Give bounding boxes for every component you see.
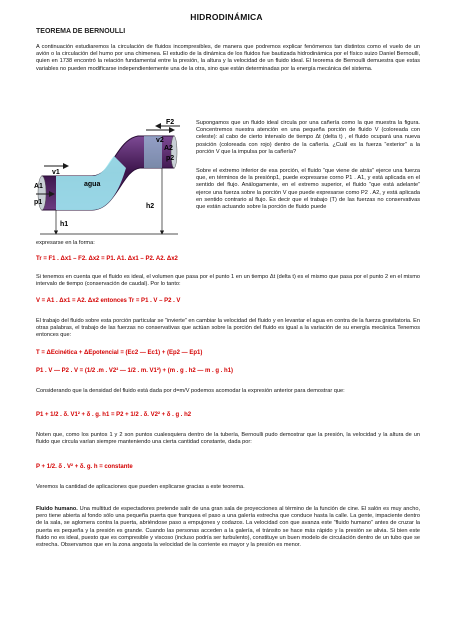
equation-work-energy: P1 . V — P2 . V = (1/2 .m . V2² — 1/2 . m. V1²) + (m . g . h2 — m . g . h1)	[36, 368, 234, 374]
human-fluid-text: Una multitud de espectadores pretende salir de una gran sala de proyecciones al término de la función de cine. El salón es muy ancho, pero tiene abierta al fondo sólo una pequeña puerta que franquea el paso a una galería estrecha que conduce hasta la calle. La gente, impaciente dentro de la sala, se aglomera contra la puerta, abriéndose paso a empujones y codazos. La velocidad con que avanza este “fluido humano” antes de cruzar la puerta es pequeña y la presión es grande. Cuando las personas acceden a la galería, el tránsito se hace más rápido y la presión se alivia. Si bien este fluido no es ideal, puesto que es compresible y viscoso (incluso podría ser turbulento), constituye un buen modelo de circulación dentro de un tubo que se estrecha. Observamos que en la zona angosta la velocidad de la corriente es mayor y la presión es menor.	[36, 506, 420, 549]
equation-bernoulli-constant: P + 1/2. δ . V² + δ. g. h = constante	[36, 464, 133, 470]
section-title: TEOREMA DE BERNOULLI	[36, 28, 126, 35]
equation-volume: V = A1 . Δx1 = A2. Δx2 entonces Tr = P1 . V – P2 . V	[36, 298, 181, 304]
human-fluid-title: Fluido humano.	[36, 506, 78, 512]
label-agua: agua	[84, 181, 101, 188]
label-v1: v1	[52, 169, 60, 176]
equation-bernoulli-points: P1 + 1/2 . δ. V1² + δ . g. h1 = P2 + 1/2 . δ. V2² + δ . g . h2	[36, 412, 192, 418]
label-h1: h1	[60, 221, 69, 228]
label-v2: v2	[156, 137, 164, 144]
label-h2: h2	[146, 203, 155, 210]
right-paragraph-1: Supongamos que un fluido ideal circula por una cañería como la que muestra la figura. Concentremos nuestra atención en una pequeña porción de fluido V (coloreada con celeste): al cabo de cierto intervalo de tiempo Δt (delta t) , el fluido ocupará una nueva posición (coloreada con rojo) dentro de la cañería. ¿Cuál es la fuerza “exterior” a la porción V que la impulsa por la cañería?	[196, 120, 420, 155]
label-a2: A2	[164, 145, 173, 152]
paragraph-density: Considerando que la densidad del fluido está dada por d=m/V podemos acomodar la expresión anterior para demostrar que:	[36, 388, 345, 394]
label-a1: A1	[34, 183, 43, 190]
page-title: HIDRODINÁMICA	[190, 12, 263, 22]
right-cross-section	[171, 136, 177, 168]
label-p1: p1	[34, 199, 43, 206]
right-paragraph-2: Sobre el extremo inferior de esa porción, el fluido “que viene de atrás” ejerce una fuerza que, en términos de la presiónp1, puede expresarse corno P1 . A1, y está aplicada en el sentido del flujo. Análogamente, en el extremo superior, el fluido “que está adelante” ejerce una fuerza sobre la porción V que puede expresarse como P2 . A2, y está aplicada en sentido contrario al flujo. Es decir que el trabajo (T) de las fuerzas no conservativas que están actuando sobre la porción de fluido puede	[196, 168, 420, 211]
label-f2: F2	[166, 119, 175, 126]
paragraph-volume: Si tenemos en cuenta que el fluido es ideal, el volumen que pasa por el punto 1 en un tiempo Δt (delta t) es el mismo que pasa por el punto 2 en el mismo intervalo de tiempo (conservación de caudal). Por lo tanto:	[36, 274, 420, 288]
equation-energy-change: T = ΔEcinética + ΔEpotencial = (Ec2 — Ec1) + (Ep2 — Ep1)	[36, 350, 203, 356]
equation-work: Tr = F1 . Δx1 – F2. Δx2 = P1. A1. Δx1 – P2. A2. Δx2	[36, 256, 178, 262]
label-p2: p2	[166, 155, 175, 162]
paragraph-constant: Noten que, como los puntos 1 y 2 son puntos cualesquiera dentro de la tubería, Bernoulli pudo demostrar que la presión, la velocidad y la altura de un fluido que circula varían siempre manteniendo una cierta cantidad constante, dada por:	[36, 432, 420, 446]
paragraph-human-fluid	[36, 506, 420, 549]
paragraph-applications: Veremos la cantidad de aplicaciones que pueden explicarse gracias a este teorema.	[36, 484, 245, 490]
intro-paragraph: A continuación estudiaremos la circulación de fluidos incompresibles, de manera que podremos explicar fenómenos tan distintos como el vuelo de un avión o la circulación del humo por una chimenea. El estudio de la dinámica de los fluidos fue bautizada hidrodinámica por el físico suizo Daniel Bernoulli, quien en 1738 encontró la relación fundamental entre la presión, la altura y la velocidad de un fluido ideal. El teorema de Bernoulli demuestra que estas variables no pueden modificarse independientemente una de la otra, sino que están determinadas por la energía mecánica del sistema.	[36, 44, 420, 72]
pipe-diagram	[34, 118, 184, 238]
continuation-text: expresarse en la forma:	[36, 240, 95, 246]
bernoulli-pipe-figure	[34, 118, 184, 238]
paragraph-energy: El trabajo del fluido sobre esta porción particular se “invierte” en cambiar la velocidad del fluido y en levantar el agua en contra de la fuerza gravitatoria. En otras palabras, el trabajo de las fuerzas no conservativas que actúan sobre la porción del fluido es igual a la variación de su energía mecánica Tenemos entonces que:	[36, 318, 420, 339]
